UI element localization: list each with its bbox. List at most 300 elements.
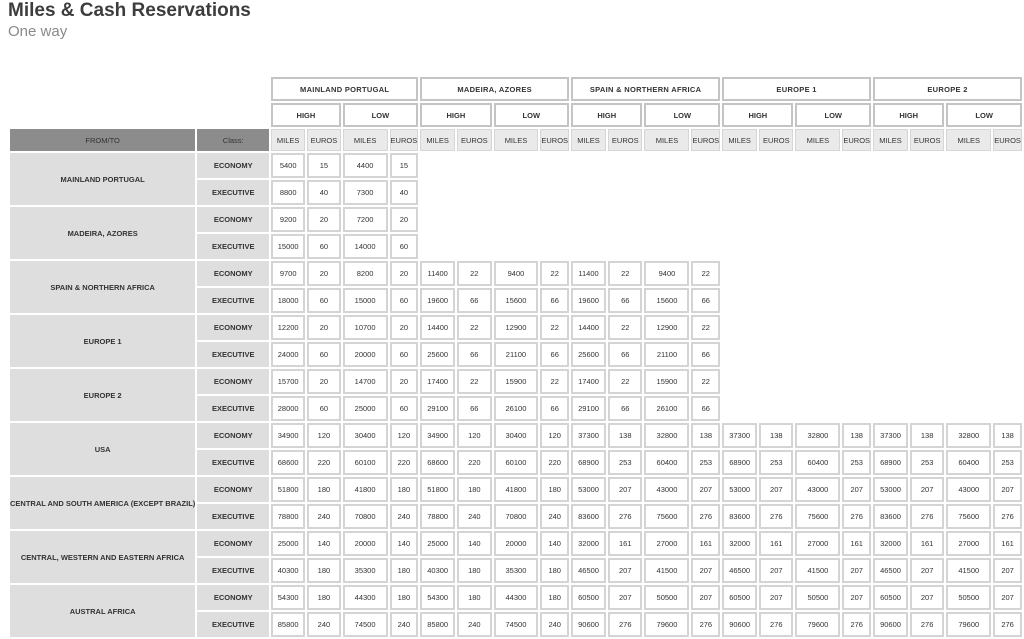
fare-cell: 25000 [343, 396, 388, 421]
fare-cell: 253 [691, 450, 720, 475]
fare-cell: 161 [691, 531, 720, 556]
fare-cell: 120 [307, 423, 340, 448]
fare-cell [873, 342, 908, 367]
fare-cell: 22 [457, 315, 491, 340]
fare-cell [993, 234, 1022, 259]
fare-cell [842, 180, 871, 205]
fare-cell [722, 396, 757, 421]
fare-cell [873, 234, 908, 259]
fare-cell: 20 [307, 261, 340, 286]
fare-cell [759, 261, 793, 286]
fare-cell: 4400 [343, 153, 388, 178]
fare-cell [571, 153, 606, 178]
table-row [10, 315, 1022, 340]
fare-cell: 207 [691, 477, 720, 502]
fare-cell: 90600 [571, 612, 606, 637]
fare-cell: 60400 [946, 450, 991, 475]
fare-cell: 34900 [271, 423, 305, 448]
class-cell: EXECUTIVE [197, 612, 269, 637]
fare-cell: 22 [540, 315, 569, 340]
fare-cell: 276 [608, 612, 642, 637]
fare-cell [993, 261, 1022, 286]
fare-cell: 60 [307, 396, 340, 421]
unit-header-euros: EUROS [608, 129, 642, 151]
fare-cell: 25600 [420, 342, 455, 367]
unit-header-euros: EUROS [759, 129, 793, 151]
fare-cell: 60 [390, 234, 419, 259]
fare-cell: 161 [910, 531, 944, 556]
class-cell: ECONOMY [197, 531, 269, 556]
origin-label: AUSTRAL AFRICA [10, 585, 195, 637]
fare-cell: 240 [307, 612, 340, 637]
fare-cell [420, 153, 455, 178]
fare-cell: 32000 [571, 531, 606, 556]
fare-cell [993, 207, 1022, 232]
fare-cell: 46500 [571, 558, 606, 583]
region-header-mainland-portugal: MAINLAND PORTUGAL [271, 77, 418, 101]
fare-cell [842, 396, 871, 421]
fare-cell: 74500 [343, 612, 388, 637]
fare-cell: 11400 [571, 261, 606, 286]
fare-cell: 66 [691, 396, 720, 421]
fare-cell: 22 [691, 261, 720, 286]
table-row [10, 369, 1022, 394]
fare-cell: 207 [910, 558, 944, 583]
season-header-low: LOW [494, 103, 570, 127]
fare-cell [873, 288, 908, 313]
fare-cell: 180 [457, 585, 491, 610]
fare-cell [759, 288, 793, 313]
fare-cell: 50500 [795, 585, 840, 610]
fare-cell: 50500 [644, 585, 689, 610]
fare-cell [722, 369, 757, 394]
fare-cell [910, 315, 944, 340]
fare-cell [571, 180, 606, 205]
fare-cell: 30400 [494, 423, 539, 448]
fare-cell: 14700 [343, 369, 388, 394]
fare-cell [608, 180, 642, 205]
unit-header-miles: MILES [571, 129, 606, 151]
fare-cell: 46500 [873, 558, 908, 583]
fare-cell: 240 [457, 612, 491, 637]
fare-cell [946, 342, 991, 367]
fare-cell: 120 [390, 423, 419, 448]
fare-cell: 15600 [494, 288, 539, 313]
fare-cell [457, 180, 491, 205]
page-title: Miles & Cash Reservations [8, 0, 251, 21]
fare-cell: 32800 [946, 423, 991, 448]
unit-header-miles: MILES [873, 129, 908, 151]
fare-cell: 85800 [271, 612, 305, 637]
fare-table [8, 75, 1024, 639]
table-row [10, 585, 1022, 610]
fare-cell: 21100 [494, 342, 539, 367]
fare-cell [759, 180, 793, 205]
fare-cell: 20 [307, 369, 340, 394]
table-row [10, 207, 1022, 232]
fare-cell: 240 [307, 504, 340, 529]
fare-cell [910, 342, 944, 367]
origin-label: EUROPE 1 [10, 315, 195, 367]
fare-cell: 12200 [271, 315, 305, 340]
fare-cell: 54300 [271, 585, 305, 610]
fare-cell [795, 153, 840, 178]
fare-cell: 75600 [946, 504, 991, 529]
fare-cell [644, 207, 689, 232]
fare-cell: 8200 [343, 261, 388, 286]
fare-cell [494, 207, 539, 232]
class-cell: EXECUTIVE [197, 234, 269, 259]
fare-cell: 60100 [494, 450, 539, 475]
fare-cell: 276 [993, 612, 1022, 637]
unit-header-euros: EUROS [993, 129, 1022, 151]
fare-cell: 51800 [271, 477, 305, 502]
fare-cell: 40 [390, 180, 419, 205]
unit-header-euros: EUROS [691, 129, 720, 151]
fare-cell: 15 [307, 153, 340, 178]
fare-cell: 276 [759, 504, 793, 529]
fare-cell: 207 [910, 585, 944, 610]
fare-cell [457, 207, 491, 232]
fare-cell: 60 [307, 234, 340, 259]
fare-cell: 83600 [571, 504, 606, 529]
fare-cell: 180 [457, 558, 491, 583]
fare-cell: 11400 [420, 261, 455, 286]
fare-cell [759, 369, 793, 394]
fare-cell: 40300 [420, 558, 455, 583]
fare-cell: 207 [608, 585, 642, 610]
fare-cell [873, 207, 908, 232]
fare-cell: 22 [457, 261, 491, 286]
fare-cell: 276 [691, 504, 720, 529]
fare-cell: 79600 [795, 612, 840, 637]
fare-cell [571, 234, 606, 259]
fare-cell: 78800 [420, 504, 455, 529]
fare-cell [759, 234, 793, 259]
fare-cell: 161 [842, 531, 871, 556]
fare-cell: 22 [691, 369, 720, 394]
fare-cell: 83600 [722, 504, 757, 529]
class-cell: ECONOMY [197, 585, 269, 610]
fare-cell: 35300 [494, 558, 539, 583]
fare-cell: 68900 [722, 450, 757, 475]
fare-cell [795, 180, 840, 205]
fare-cell [842, 153, 871, 178]
fare-cell: 138 [842, 423, 871, 448]
fare-cell: 14400 [571, 315, 606, 340]
fare-cell [759, 207, 793, 232]
fare-cell: 43000 [946, 477, 991, 502]
fare-cell: 51800 [420, 477, 455, 502]
fare-cell: 24000 [271, 342, 305, 367]
class-cell: ECONOMY [197, 315, 269, 340]
fare-cell [722, 180, 757, 205]
class-cell: ECONOMY [197, 153, 269, 178]
origin-label: SPAIN & NORTHERN AFRICA [10, 261, 195, 313]
fare-cell: 25000 [271, 531, 305, 556]
season-header-high: HIGH [873, 103, 944, 127]
fare-cell [420, 180, 455, 205]
fare-cell [946, 261, 991, 286]
fare-cell: 68600 [271, 450, 305, 475]
fare-cell: 43000 [644, 477, 689, 502]
fare-cell: 32000 [722, 531, 757, 556]
table-row [10, 477, 1022, 502]
fare-cell [420, 234, 455, 259]
fare-cell: 37300 [873, 423, 908, 448]
table-row [10, 153, 1022, 178]
fare-cell [540, 153, 569, 178]
fare-cell [795, 369, 840, 394]
fare-cell: 253 [993, 450, 1022, 475]
fare-cell: 207 [608, 477, 642, 502]
origin-label: EUROPE 2 [10, 369, 195, 421]
fare-cell: 220 [457, 450, 491, 475]
fare-cell: 50500 [946, 585, 991, 610]
fare-cell: 253 [759, 450, 793, 475]
fare-cell: 22 [540, 369, 569, 394]
unit-header-miles: MILES [644, 129, 689, 151]
season-header-low: LOW [644, 103, 720, 127]
fare-cell: 66 [608, 396, 642, 421]
fare-cell: 40 [307, 180, 340, 205]
region-header-madeira-azores: MADEIRA, AZORES [420, 77, 569, 101]
class-cell: EXECUTIVE [197, 288, 269, 313]
unit-header-euros: EUROS [910, 129, 944, 151]
fare-cell: 180 [390, 477, 419, 502]
class-label: Class: [197, 129, 269, 151]
fare-cell [722, 234, 757, 259]
fare-cell: 207 [691, 558, 720, 583]
fare-cell [494, 180, 539, 205]
fare-cell: 10700 [343, 315, 388, 340]
season-header-high: HIGH [271, 103, 341, 127]
fare-cell: 207 [993, 477, 1022, 502]
fare-cell: 70800 [343, 504, 388, 529]
fare-cell: 12900 [494, 315, 539, 340]
fare-cell: 25600 [571, 342, 606, 367]
fare-cell: 68900 [571, 450, 606, 475]
fare-cell [608, 207, 642, 232]
fare-cell [457, 234, 491, 259]
fare-cell: 253 [842, 450, 871, 475]
fare-cell [873, 261, 908, 286]
fare-cell: 22 [608, 315, 642, 340]
fare-cell [873, 315, 908, 340]
fare-cell: 27000 [795, 531, 840, 556]
fare-cell: 79600 [946, 612, 991, 637]
fare-cell: 60400 [795, 450, 840, 475]
fare-cell: 15900 [494, 369, 539, 394]
fare-cell: 180 [390, 558, 419, 583]
fare-cell: 253 [608, 450, 642, 475]
fare-cell [691, 207, 720, 232]
page-subtitle: One way [8, 23, 68, 40]
fare-cell [842, 342, 871, 367]
fare-cell: 60 [390, 288, 419, 313]
unit-header-euros: EUROS [390, 129, 419, 151]
fare-cell: 66 [457, 288, 491, 313]
class-cell: EXECUTIVE [197, 558, 269, 583]
fare-cell: 161 [993, 531, 1022, 556]
fare-cell: 207 [759, 558, 793, 583]
fare-cell [722, 261, 757, 286]
origin-label: MAINLAND PORTUGAL [10, 153, 195, 205]
fare-cell: 41800 [343, 477, 388, 502]
fare-cell [873, 396, 908, 421]
fare-cell: 276 [759, 612, 793, 637]
fare-cell: 32800 [795, 423, 840, 448]
fare-cell: 26100 [644, 396, 689, 421]
fare-cell: 20000 [494, 531, 539, 556]
fare-cell [722, 153, 757, 178]
fare-cell: 66 [540, 288, 569, 313]
fare-cell: 20 [307, 315, 340, 340]
fare-cell: 276 [608, 504, 642, 529]
fare-cell [873, 180, 908, 205]
class-cell: EXECUTIVE [197, 450, 269, 475]
fare-cell: 29100 [571, 396, 606, 421]
fare-cell: 66 [457, 396, 491, 421]
fare-cell: 75600 [795, 504, 840, 529]
fare-cell [842, 261, 871, 286]
fare-cell: 207 [842, 477, 871, 502]
fare-cell [691, 234, 720, 259]
fare-cell [644, 234, 689, 259]
class-cell: ECONOMY [197, 369, 269, 394]
fare-cell: 207 [608, 558, 642, 583]
fare-cell: 9700 [271, 261, 305, 286]
fare-cell: 79600 [644, 612, 689, 637]
fare-cell: 43000 [795, 477, 840, 502]
fare-cell: 20000 [343, 342, 388, 367]
class-cell: ECONOMY [197, 423, 269, 448]
fare-cell: 17400 [571, 369, 606, 394]
fare-cell: 240 [457, 504, 491, 529]
fare-cell: 21100 [644, 342, 689, 367]
fare-cell: 7300 [343, 180, 388, 205]
fare-cell: 9400 [494, 261, 539, 286]
season-header-low: LOW [343, 103, 419, 127]
region-header-spain-northern-africa: SPAIN & NORTHERN AFRICA [571, 77, 720, 101]
fare-cell: 60400 [644, 450, 689, 475]
fare-cell [873, 369, 908, 394]
unit-header-miles: MILES [795, 129, 840, 151]
fare-cell: 9200 [271, 207, 305, 232]
fare-cell: 60 [390, 396, 419, 421]
fare-cell: 66 [691, 288, 720, 313]
fare-cell [910, 207, 944, 232]
class-cell: EXECUTIVE [197, 180, 269, 205]
fare-cell: 44300 [494, 585, 539, 610]
fare-cell: 22 [540, 261, 569, 286]
fare-cell [910, 288, 944, 313]
fare-cell: 12900 [644, 315, 689, 340]
fare-cell: 240 [540, 612, 569, 637]
fare-cell: 276 [993, 504, 1022, 529]
fare-cell: 22 [457, 369, 491, 394]
fare-cell: 120 [540, 423, 569, 448]
fare-cell: 207 [993, 585, 1022, 610]
fare-cell: 22 [608, 369, 642, 394]
fare-cell: 220 [540, 450, 569, 475]
fare-cell [722, 288, 757, 313]
header-spacer [10, 77, 269, 127]
fare-cell: 20 [307, 207, 340, 232]
fare-cell [946, 315, 991, 340]
fare-cell: 180 [307, 477, 340, 502]
fare-cell [946, 396, 991, 421]
fare-cell: 138 [691, 423, 720, 448]
region-header-europe-2: EUROPE 2 [873, 77, 1022, 101]
fare-cell: 8800 [271, 180, 305, 205]
fare-cell: 66 [608, 288, 642, 313]
season-header-high: HIGH [571, 103, 642, 127]
unit-header-miles: MILES [343, 129, 388, 151]
fare-cell: 35300 [343, 558, 388, 583]
fare-cell [993, 396, 1022, 421]
fare-cell [993, 315, 1022, 340]
class-cell: ECONOMY [197, 261, 269, 286]
unit-header-euros: EUROS [307, 129, 340, 151]
season-header-high: HIGH [420, 103, 491, 127]
fare-cell: 53000 [722, 477, 757, 502]
class-cell: ECONOMY [197, 207, 269, 232]
fare-cell [608, 234, 642, 259]
fare-cell: 180 [307, 585, 340, 610]
fare-cell: 240 [540, 504, 569, 529]
fare-cell: 15600 [644, 288, 689, 313]
fare-cell: 276 [691, 612, 720, 637]
fare-cell: 180 [390, 585, 419, 610]
fare-cell: 15900 [644, 369, 689, 394]
fare-cell: 7200 [343, 207, 388, 232]
fare-cell: 41500 [795, 558, 840, 583]
fare-cell [795, 207, 840, 232]
fare-cell: 14400 [420, 315, 455, 340]
fare-cell: 44300 [343, 585, 388, 610]
unit-header-miles: MILES [494, 129, 539, 151]
fare-cell: 20 [390, 369, 419, 394]
fare-cell: 27000 [644, 531, 689, 556]
fare-cell [946, 180, 991, 205]
fare-cell [946, 234, 991, 259]
fare-cell [540, 180, 569, 205]
fare-cell: 140 [540, 531, 569, 556]
fare-cell: 60100 [343, 450, 388, 475]
fare-cell [457, 153, 491, 178]
fare-cell: 53000 [873, 477, 908, 502]
region-header-europe-1: EUROPE 1 [722, 77, 871, 101]
fare-cell [873, 153, 908, 178]
fare-cell [644, 153, 689, 178]
fare-cell [420, 207, 455, 232]
unit-header-euros: EUROS [842, 129, 871, 151]
fare-cell: 276 [842, 504, 871, 529]
fare-cell: 180 [540, 585, 569, 610]
fare-cell: 60500 [873, 585, 908, 610]
fare-cell [608, 153, 642, 178]
fare-cell: 22 [608, 261, 642, 286]
fare-cell: 276 [842, 612, 871, 637]
fare-cell: 15000 [271, 234, 305, 259]
unit-header-miles: MILES [271, 129, 305, 151]
fare-cell [691, 153, 720, 178]
fare-cell [993, 342, 1022, 367]
fare-cell [571, 207, 606, 232]
class-cell: ECONOMY [197, 477, 269, 502]
fare-cell: 220 [307, 450, 340, 475]
